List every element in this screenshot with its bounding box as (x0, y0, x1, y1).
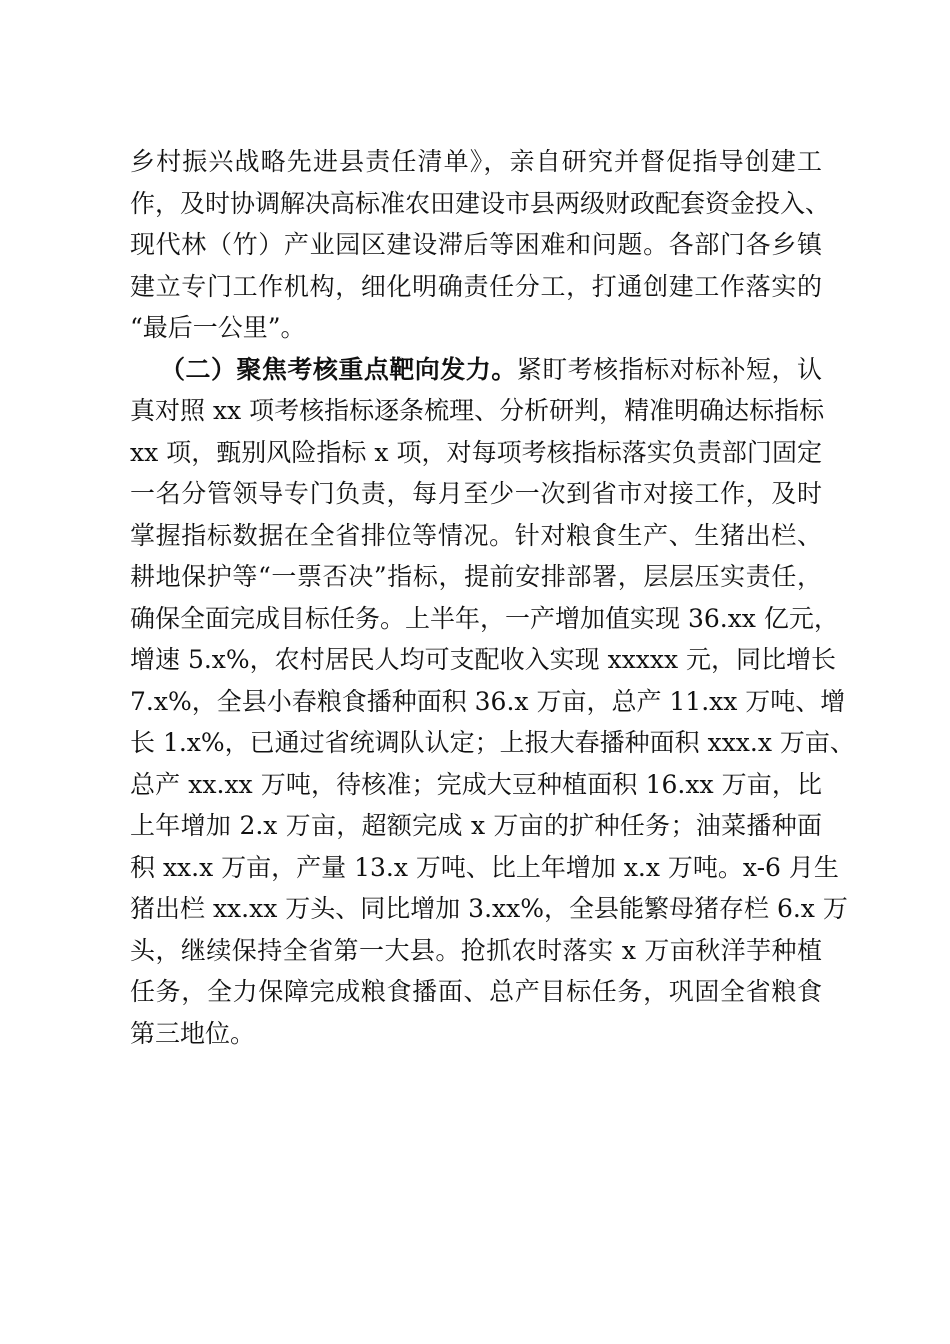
text-line: 一名分管领导专门负责，每月至少一次到省市对接工作，及时 (130, 479, 822, 508)
text-line: 掌握指标数据在全省排位等情况。针对粮食生产、生猪出栏、 (130, 520, 822, 550)
text-line: 增速 5.x%，农村居民人均可支配收入实现 xxxxx 元，同比增长 (130, 645, 837, 674)
text-run: 紧盯考核指标对标补短，认 (516, 354, 822, 384)
text-line (130, 349, 822, 391)
text-line: 真对照 xx 项考核指标逐条梳理、分析研判，精准明确达标指标 (130, 396, 825, 425)
text-line: 7.x%，全县小春粮食播种面积 36.x 万亩，总产 11.xx 万吨、增 (130, 686, 846, 716)
text-line: “最后一公里”。 (130, 313, 306, 342)
text-line: 任务，全力保障完成粮食播面、总产目标任务，巩固全省粮食 (130, 977, 822, 1006)
text-line: xx 项，甄别风险指标 x 项，对每项考核指标落实负责部门固定 (130, 437, 822, 467)
section-heading: （二）聚焦考核重点靶向发力。 (160, 354, 517, 384)
document-page (130, 141, 855, 1054)
text-line: 上年增加 2.x 万亩，超额完成 x 万亩的扩种任务；油菜播种面 (130, 811, 822, 840)
text-line: 确保全面完成目标任务。上半年，一产增加值实现 36.xx 亿元， (130, 603, 839, 633)
text-line: 猪出栏 xx.xx 万头、同比增加 3.xx%，全县能繁母猪存栏 6.x 万 (130, 894, 848, 923)
text-line: 作，及时协调解决高标准农田建设市县两级财政配套资金投入、 (130, 188, 831, 218)
text-line: 头，继续保持全省第一大县。抢抓农时落实 x 万亩秋洋芋种植 (130, 935, 822, 965)
paragraph-2 (130, 349, 855, 1055)
text-line: 总产 xx.xx 万吨，待核准；完成大豆种植面积 16.xx 万亩，比 (130, 769, 822, 799)
text-line: 乡村振兴战略先进县责任清单》，亲自研究并督促指导创建工 (130, 147, 822, 176)
text-line: 建立专门工作机构，细化明确责任分工，打通创建工作落实的 (130, 271, 822, 301)
text-line: 耕地保护等“一票否决”指标，提前安排部署，层层压实责任， (130, 562, 822, 591)
paragraph-1 (130, 141, 831, 349)
text-line: 现代林（竹）产业园区建设滞后等困难和问题。各部门各乡镇 (130, 230, 822, 259)
text-line: 第三地位。 (130, 1018, 256, 1048)
text-line: 积 xx.x 万亩，产量 13.x 万吨、比上年增加 x.x 万吨。x-6 月生 (130, 852, 839, 882)
text-line: 长 1.x%，已通过省统调队认定；上报大春播种面积 xxx.x 万亩、 (130, 728, 855, 757)
